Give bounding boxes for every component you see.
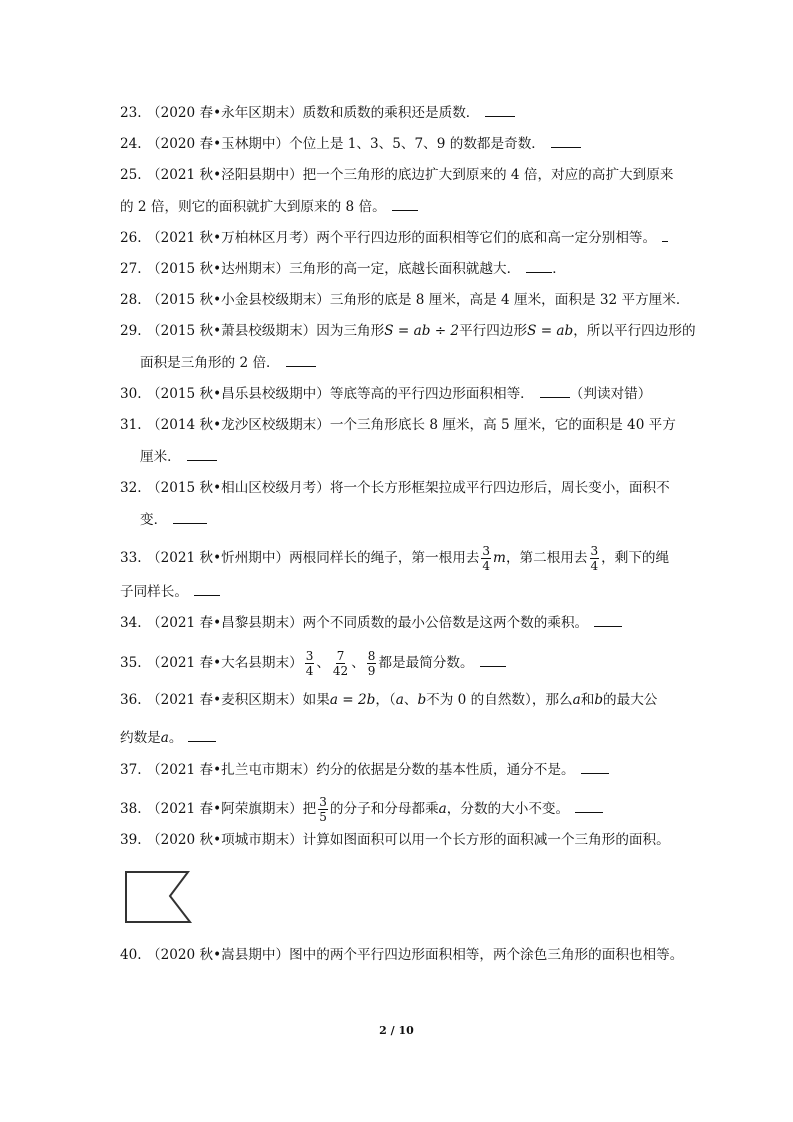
question-33: 33. （2021 秋•忻州期中）两根同样长的绳子，第一根用去 $\frac{3}{4}$ m，第二根用去 $\frac{3}{4}$ ，剩下的绳 bbox=[120, 544, 670, 573]
question-33-cont: 子同样长。 bbox=[120, 583, 220, 601]
question-24: 24. （2020 春•玉林期中）个位上是 1、3、5、7、9 的数都是奇数． bbox=[120, 135, 581, 153]
question-29-cont: 面积是三角形的 2 倍． bbox=[140, 354, 316, 372]
question-30: 30. （2015 秋•昌乐县校级期中）等底等高的平行四边形面积相等． （判读对错） bbox=[120, 386, 652, 402]
answer-blank[interactable] bbox=[581, 761, 609, 774]
answer-blank[interactable] bbox=[662, 229, 668, 242]
fraction-3-5: $\frac{3}{5}$ bbox=[319, 795, 327, 824]
question-39: 39. （2020 秋•项城市期末）计算如图面积可以用一个长方形的面积减一个三角形的面积。 bbox=[120, 832, 670, 848]
answer-blank[interactable] bbox=[485, 104, 515, 117]
answer-blank[interactable] bbox=[526, 260, 552, 273]
answer-blank[interactable] bbox=[286, 354, 316, 367]
fraction-3-4-m: $\frac{3}{4}$ bbox=[482, 544, 491, 573]
question-38: 38. （2021 春•阿荣旗期末）把 $\frac{3}{5}$ 的分子和分母都乘a，分数的大小不变。 bbox=[120, 795, 603, 824]
page-number: 2 / 10 bbox=[379, 1024, 414, 1037]
answer-blank[interactable] bbox=[540, 385, 570, 398]
question-32-cont: 变． bbox=[140, 511, 207, 529]
question-28: 28. （2015 秋•小金县校级期末）三角形的底是 8 厘米，高是 4 厘米，面积是 32 平方厘米． bbox=[120, 292, 690, 308]
question-34: 34. （2021 春•昌黎县期末）两个不同质数的最小公倍数是这两个数的乘积。 bbox=[120, 614, 622, 632]
fraction-7-42: $\frac{7}{42}$ bbox=[332, 649, 349, 678]
answer-blank[interactable] bbox=[392, 198, 418, 211]
answer-blank[interactable] bbox=[194, 583, 220, 596]
question-27: 27. （2015 秋•达州期末）三角形的高一定，底越长面积就越大． ． bbox=[120, 261, 566, 277]
question-36: 36. （2021 春•麦积区期末）如果a = 2b，（a、b不为 0 的自然数），那么a和b的最大公 bbox=[120, 692, 658, 708]
question-25-cont: 的 2 倍，则它的面积就扩大到原来的 8 倍。 bbox=[120, 198, 418, 216]
question-29: 29. （2015 秋•萧县校级期末）因为三角形S = ab ÷ 2平行四边形S = ab，所以平行四边形的 bbox=[120, 323, 696, 339]
parallelogram-area-formula: S = ab bbox=[527, 323, 574, 339]
question-37: 37. （2021 春•扎兰屯市期末）约分的依据是分数的基本性质，通分不是。 bbox=[120, 761, 609, 779]
answer-blank[interactable] bbox=[187, 448, 217, 461]
question-23: 23. （2020 春•永年区期末）质数和质数的乘积还是质数． bbox=[120, 104, 515, 122]
fraction-3-4: $\frac{3}{4}$ bbox=[590, 544, 599, 573]
question-31-cont: 厘米． bbox=[140, 448, 217, 466]
fraction-3-4: $\frac{3}{4}$ bbox=[305, 649, 314, 678]
question-32: 32. （2015 秋•相山区校级月考）将一个长方形框架拉成平行四边形后，周长变小，面积不 bbox=[120, 480, 670, 496]
answer-blank[interactable] bbox=[594, 614, 622, 627]
answer-blank[interactable] bbox=[575, 800, 603, 813]
question-31: 31. （2014 秋•龙沙区校级期末）一个三角形底长 8 厘米，高 5 厘米，它的面积是 40 平方 bbox=[120, 417, 676, 433]
answer-blank[interactable] bbox=[188, 729, 216, 742]
flag-shape-icon bbox=[120, 868, 200, 928]
triangle-area-formula: S = ab ÷ 2 bbox=[384, 323, 460, 339]
question-40: 40. （2020 秋•嵩县期中）图中的两个平行四边形面积相等，两个涂色三角形的面积也相等。 bbox=[120, 947, 684, 963]
question-36-cont: 约数是a。 bbox=[120, 729, 216, 747]
answer-blank[interactable] bbox=[480, 654, 506, 667]
question-25: 25. （2021 秋•泾阳县期中）把一个三角形的底边扩大到原来的 4 倍，对应的高扩大到原来 bbox=[120, 167, 674, 183]
answer-blank[interactable] bbox=[173, 511, 207, 524]
question-26: 26. （2021 秋•万柏林区月考）两个平行四边形的面积相等它们的底和高一定分别相等。 bbox=[120, 229, 668, 247]
fraction-8-9: $\frac{8}{9}$ bbox=[367, 649, 376, 678]
flag-shape-figure bbox=[120, 868, 200, 932]
question-35: 35. （2021 春•大名县期末） $\frac{3}{4}$ 、 $\frac{7}{42}$ 、 $\frac{8}{9}$ 都是最简分数。 bbox=[120, 649, 506, 678]
answer-blank[interactable] bbox=[551, 135, 581, 148]
